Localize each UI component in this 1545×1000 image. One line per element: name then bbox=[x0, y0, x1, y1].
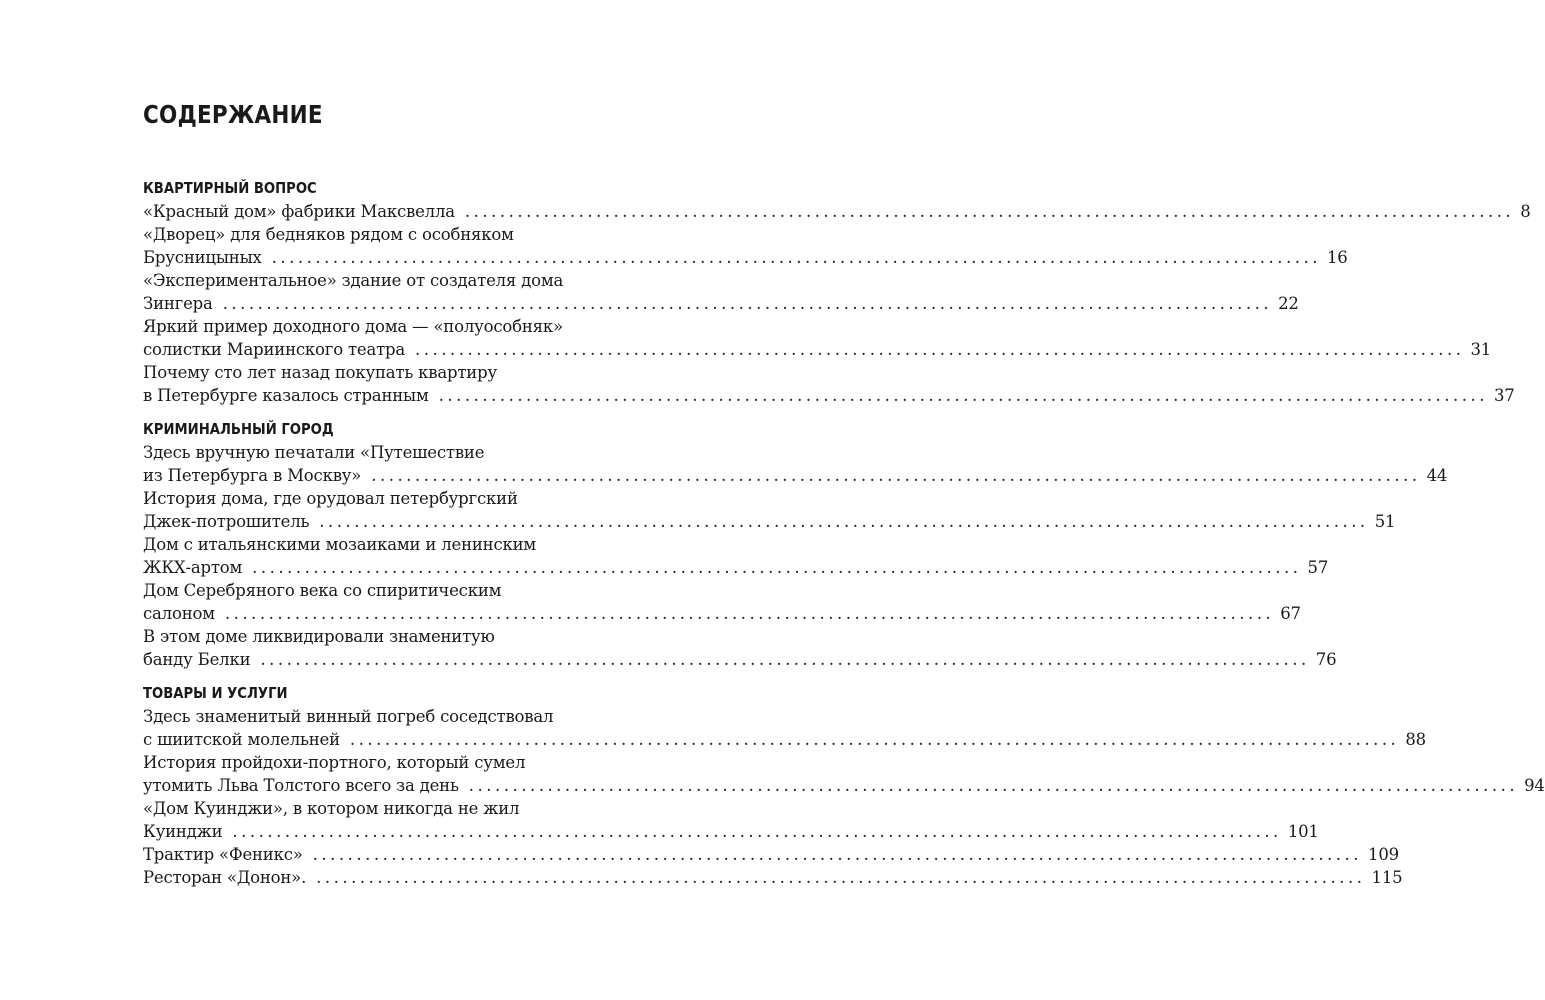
entry-line bbox=[143, 361, 700, 384]
entry-title-text: «Экспериментальное» здание от создателя дома bbox=[143, 271, 564, 290]
entry-title-text: ЖКХ-артом bbox=[143, 558, 243, 577]
entry-title-text: Ресторан «Донон». bbox=[143, 868, 307, 887]
toc-entry[interactable] bbox=[143, 866, 1403, 889]
entry-line bbox=[143, 648, 1337, 671]
entry-line bbox=[143, 774, 1545, 797]
entry-line bbox=[143, 338, 1492, 361]
entry-title-text: с шиитской молельней bbox=[143, 730, 340, 749]
entry-title-text: «Дворец» для бедняков рядом с особняком bbox=[143, 225, 514, 244]
entry-title-text: салоном bbox=[143, 604, 215, 623]
entry-line bbox=[143, 797, 700, 820]
toc-entry[interactable] bbox=[143, 200, 1531, 223]
dot-leader: ........................................................................................................................ bbox=[415, 340, 1465, 359]
entry-line bbox=[143, 728, 1426, 751]
toc-section bbox=[143, 417, 1448, 671]
toc-entry[interactable] bbox=[143, 441, 1448, 487]
page-number: 22 bbox=[1278, 294, 1299, 313]
entry-title-text: История пройдохи-портного, который сумел bbox=[143, 753, 526, 772]
toc-entry[interactable] bbox=[143, 579, 1301, 625]
dot-leader: ........................................................................................................................ bbox=[438, 386, 1488, 405]
toc-entry[interactable] bbox=[143, 223, 1348, 269]
entry-title-text: В этом доме ликвидировали знаменитую bbox=[143, 627, 495, 646]
entry-line bbox=[143, 441, 700, 464]
entry-line bbox=[143, 315, 700, 338]
entry-line bbox=[143, 510, 1396, 533]
toc-entry[interactable] bbox=[143, 751, 1545, 797]
entry-line bbox=[143, 292, 1299, 315]
entry-line bbox=[143, 464, 1448, 487]
toc-entry[interactable] bbox=[143, 361, 1515, 407]
entry-title-text: Почему сто лет назад покупать квартиру bbox=[143, 363, 497, 382]
entry-line bbox=[143, 533, 700, 556]
entry-title-text: Яркий пример доходного дома — «полуособняк» bbox=[143, 317, 563, 336]
toc-entry[interactable] bbox=[143, 797, 1319, 843]
page-number: 94 bbox=[1524, 776, 1545, 795]
entry-title-text: История дома, где орудовал петербургский bbox=[143, 489, 518, 508]
dot-leader: ........................................................................................................................ bbox=[232, 822, 1282, 841]
entry-line bbox=[143, 751, 700, 774]
dot-leader: ........................................................................................................................ bbox=[271, 248, 1321, 267]
entry-title-text: Куинджи bbox=[143, 822, 223, 841]
entry-title-text: Трактир «Феникс» bbox=[143, 845, 303, 864]
entry-line bbox=[143, 843, 1399, 866]
dot-leader: ........................................................................................................................ bbox=[260, 650, 1310, 669]
entry-title-text: Здесь вручную печатали «Путешествие bbox=[143, 443, 485, 462]
dot-leader: ........................................................................................................................ bbox=[222, 294, 1273, 313]
entry-title-text: «Красный дом» фабрики Максвелла bbox=[143, 202, 455, 221]
entry-title-text: Здесь знаменитый винный погреб соседствовал bbox=[143, 707, 554, 726]
entry-title-text: утомить Льва Толстого всего за день bbox=[143, 776, 459, 795]
toc-entry[interactable] bbox=[143, 843, 1399, 866]
entry-title-text: Зингера bbox=[143, 294, 213, 313]
entry-line bbox=[143, 269, 700, 292]
page-number: 101 bbox=[1287, 822, 1319, 841]
entry-title-text: в Петербурге казалось странным bbox=[143, 386, 429, 405]
entry-title-text: «Дом Куинджи», в котором никогда не жил bbox=[143, 799, 520, 818]
page-number: 16 bbox=[1327, 248, 1348, 267]
entry-line bbox=[143, 579, 700, 602]
entry-title-text: банду Белки bbox=[143, 650, 251, 669]
dot-leader: ........................................................................................................................ bbox=[468, 776, 1519, 795]
entry-line bbox=[143, 200, 1531, 223]
page-number: 57 bbox=[1307, 558, 1329, 577]
page-number: 109 bbox=[1368, 845, 1399, 864]
entry-line bbox=[143, 820, 1319, 843]
dot-leader: ........................................................................................................................ bbox=[349, 730, 1400, 749]
page-number: 76 bbox=[1315, 650, 1337, 669]
page-number: 8 bbox=[1520, 202, 1531, 221]
toc-sections bbox=[143, 176, 1545, 889]
toc-entry[interactable] bbox=[143, 269, 1299, 315]
toc-section bbox=[143, 176, 1531, 407]
dot-leader: ........................................................................................................................ bbox=[224, 604, 1275, 623]
entry-line bbox=[143, 556, 1329, 579]
section-heading: КРИМИНАЛЬНЫЙ ГОРОД bbox=[143, 420, 334, 438]
entry-line bbox=[143, 487, 700, 510]
dot-leader: ........................................................................................................................ bbox=[319, 512, 1369, 531]
page-number: 44 bbox=[1426, 466, 1448, 485]
entry-line bbox=[143, 705, 700, 728]
toc-entry[interactable] bbox=[143, 487, 1396, 533]
entry-line bbox=[143, 602, 1301, 625]
toc-entry[interactable] bbox=[143, 625, 1337, 671]
entry-line bbox=[143, 625, 700, 648]
page-title: СОДЕРЖАНИЕ bbox=[143, 100, 323, 129]
dot-leader: ........................................................................................................................ bbox=[464, 202, 1515, 221]
entry-title-text: из Петербурга в Москву» bbox=[143, 466, 362, 485]
entry-line bbox=[143, 223, 700, 246]
dot-leader: ........................................................................................................................ bbox=[252, 558, 1302, 577]
section-heading: КВАРТИРНЫЙ ВОПРОС bbox=[143, 179, 317, 197]
page-number: 37 bbox=[1494, 386, 1515, 405]
toc-section bbox=[143, 681, 1545, 889]
entry-title-text: Джек-потрошитель bbox=[143, 512, 310, 531]
entry-line bbox=[143, 246, 1348, 269]
toc-entry[interactable] bbox=[143, 315, 1492, 361]
section-heading: ТОВАРЫ И УСЛУГИ bbox=[143, 684, 288, 702]
entry-title-text: Дом Серебряного века со спиритическим bbox=[143, 581, 502, 600]
dot-leader: ........................................................................................................................ bbox=[316, 868, 1366, 887]
entry-title-text: Брусницыных bbox=[143, 248, 262, 267]
page-number: 67 bbox=[1280, 604, 1301, 623]
entry-title-text: солистки Мариинского театра bbox=[143, 340, 406, 359]
toc-entry[interactable] bbox=[143, 705, 1426, 751]
entry-line bbox=[143, 384, 1515, 407]
page-number: 51 bbox=[1374, 512, 1396, 531]
toc-entry[interactable] bbox=[143, 533, 1329, 579]
dot-leader: ........................................................................................................................ bbox=[312, 845, 1363, 864]
entry-title-text: Дом с итальянскими мозаиками и ленинским bbox=[143, 535, 537, 554]
page-number: 115 bbox=[1371, 868, 1403, 887]
dot-leader: ........................................................................................................................ bbox=[371, 466, 1421, 485]
entry-line bbox=[143, 866, 1403, 889]
page-number: 31 bbox=[1470, 340, 1492, 359]
page-number: 88 bbox=[1405, 730, 1426, 749]
